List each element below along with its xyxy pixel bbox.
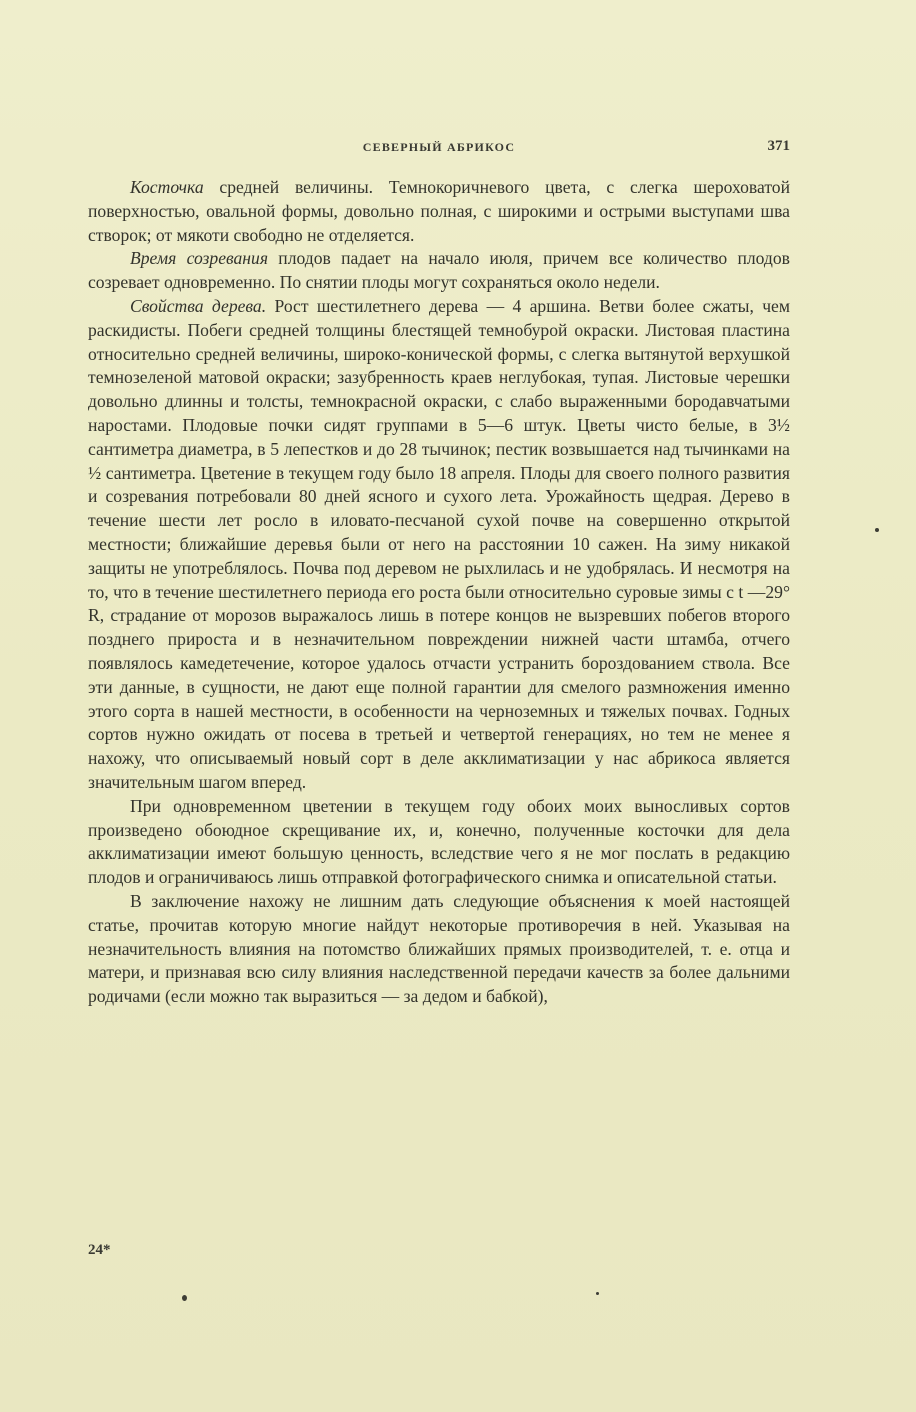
- page-header: [88, 138, 790, 158]
- paragraph-lead: Косточка: [130, 177, 204, 197]
- paragraph-ripening-time: [88, 247, 790, 295]
- paragraph-text: средней величины. Темнокоричневого цвета, с слегка шероховатой поверхностью, овальной формы, довольно полная, с широкими и острыми выступами шва створок; от мякоти свободно не отделяется.: [88, 177, 790, 245]
- paragraph-text: Рост шестилетнего дерева — 4 аршина. Ветви более сжаты, чем раскидисты. Побеги средней толщины блестящей темнобурой окраски. Листовая пластина относительно средней величины, широко-конической формы, с слегка вытянутой верхушкой темнозеленой матовой окраски; зазубренность краев неглубокая, тупая. Листовые черешки довольно длинны и толсты, темнокрасной окраски, с слабо выраженными бородавчатыми наростами. Плодовые почки сидят группами в 5—6 штук. Цветы чисто белые, в 3½ сантиметра диаметра, в 5 лепестков и до 28 тычинок; пестик возвышается над тычинками на ½ сантиметра. Цветение в текущем году было 18 апреля. Плоды для своего полного развития и созревания потребовали 80 дней ясного и сухого лета. Урожайность щедрая. Дерево в течение шести лет росло в иловато-песчаной сухой почве на совершенно открытой местности; ближайшие деревья были от него на расстоянии 10 сажен. На зиму никакой защиты не употреблялось. Почва под деревом не рыхлилась и не удобрялась. И несмотря на то, что в течение шестилетнего периода его роста были относительно суровые зимы с t —29° R, страдание от морозов выражалось лишь в потере концов не вызревших побегов второго позднего прироста и в незначительном повреждении нижней части штамба, отчего появлялось камедетечение, которое удалось отчасти устранить бороздованием ствола. Все эти данные, в сущности, не дают еще полной гарантии для смелого размножения именно этого сорта в нашей местности, в особенности на черноземных и тяжелых почвах. Годных сортов нужно ожидать от посева в третьей и четвертой генерациях, но тем не менее я нахожу, что описываемый новый сорт в деле акклиматизации у нас абрикоса является значительным шагом вперед.: [88, 295, 790, 792]
- paper-speck: [182, 1295, 187, 1301]
- page-number: 371: [767, 138, 790, 154]
- paragraph-conclusion: [88, 890, 790, 1009]
- signature-mark: 24*: [88, 1242, 111, 1258]
- paper-speck: [596, 1292, 599, 1295]
- paragraph-tree-properties: [88, 295, 790, 795]
- paragraph-crossing: [88, 795, 790, 890]
- paper-speck: [875, 528, 879, 532]
- paragraph-text: В заключение нахожу не лишним дать следующие объяснения к моей настоящей статье, прочитав которую многие найдут некоторые противоречия в ней. Указывая на незначительность влияния на потомство ближайших прямых производителей, т. е. отца и матери, и признавая всю силу влияния наследственной передачи качеств за более дальними родичами (если можно так выразиться — за дедом и бабкой),: [88, 890, 790, 1007]
- paragraph-lead: Время созревания: [130, 248, 269, 269]
- paragraph-stone: [88, 176, 790, 247]
- paragraph-lead: Свойства дерева.: [130, 295, 267, 316]
- body-text: [88, 176, 790, 1009]
- running-title: СЕВЕРНЫЙ АБРИКОС: [362, 140, 516, 154]
- paragraph-text: При одновременном цветении в текущем году обоих моих выносливых сортов произведено обоюдное скрещивание их, и, конечно, полученные косточки для дела акклиматизации имеют большую ценность, вследствие чего я не мог послать в редакцию плодов и ограничиваюсь лишь отправкой фотографического снимка и описательной статьи.: [88, 795, 790, 888]
- paragraph-text: плодов падает на начало июля, причем все количество плодов созревает одновременно. По снятии плоды могут сохраняться около недели.: [88, 248, 790, 293]
